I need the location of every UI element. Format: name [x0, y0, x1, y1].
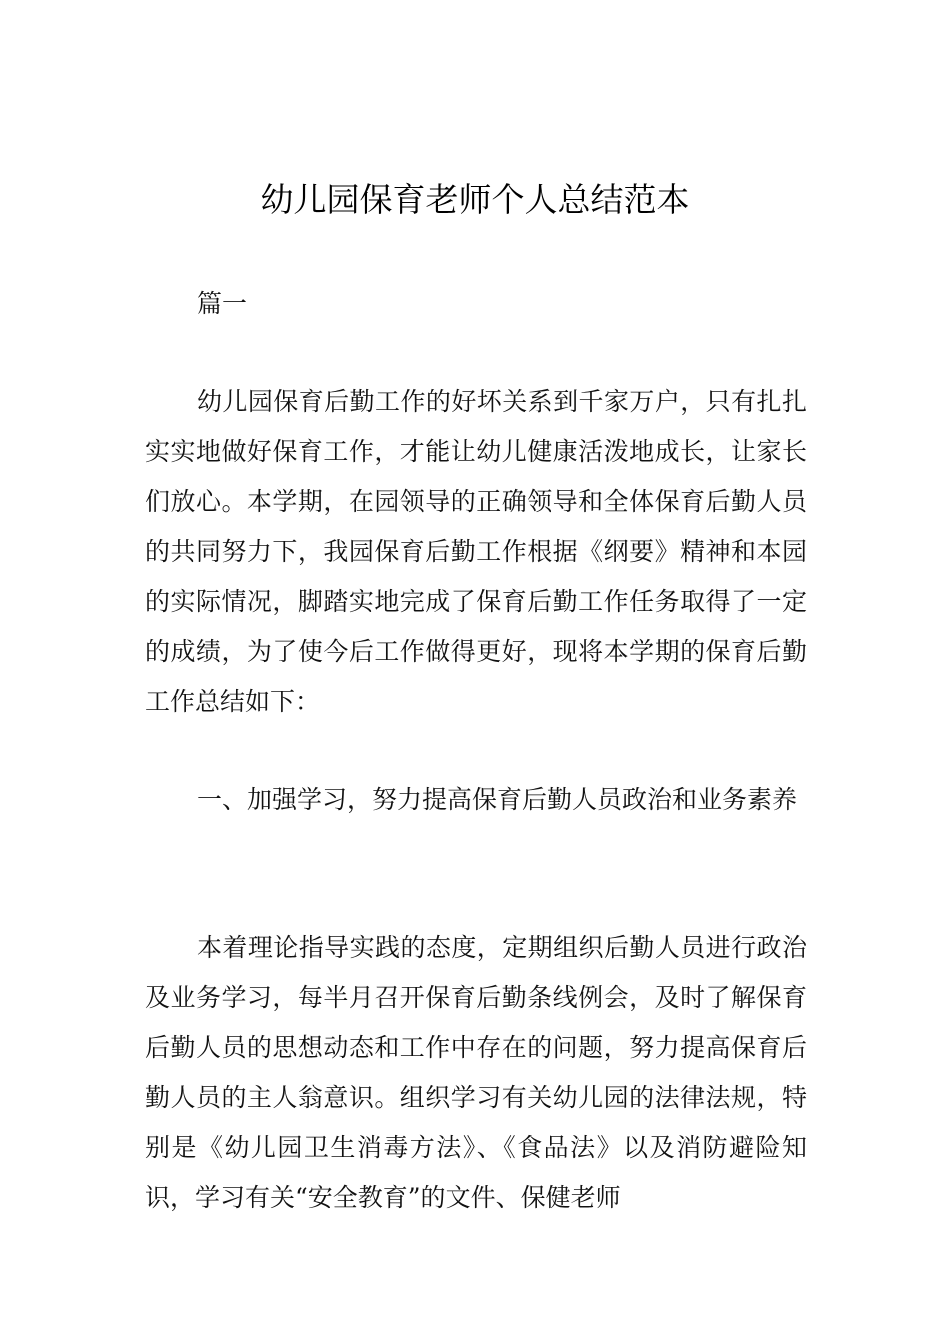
document-title: 幼儿园保育老师个人总结范本 [260, 180, 690, 219]
paragraph-intro: 幼儿园保育后勤工作的好坏关系到千家万户，只有扎扎实实地做好保育工作，才能让幼儿健康活泼地成长，让家长们放心。本学期，在园领导的正确领导和全体保育后勤人员的共同努力下，我园保育后勤工作根据《纲要》精神和本园的实际情况，脚踏实地完成了保育后勤工作任务取得了一定的成绩，为了使今后工作做得更好，现将本学期的保育后勤工作总结如下： [145, 387, 807, 716]
section-label: 篇一 [197, 289, 248, 318]
section-heading-1: 一、加强学习，努力提高保育后勤人员政治和业务素养 [197, 785, 798, 814]
paragraph-study: 本着理论指导实践的态度，定期组织后勤人员进行政治及业务学习，每半月召开保育后勤条线例会，及时了解保育后勤人员的思想动态和工作中存在的问题，努力提高保育后勤人员的主人翁意识。组织学习有关幼儿园的法律法规，特别是《幼儿园卫生消毒方法》、《食品法》以及消防避险知识，学习有关“安全教育”的文件、保健老师 [145, 933, 807, 1212]
